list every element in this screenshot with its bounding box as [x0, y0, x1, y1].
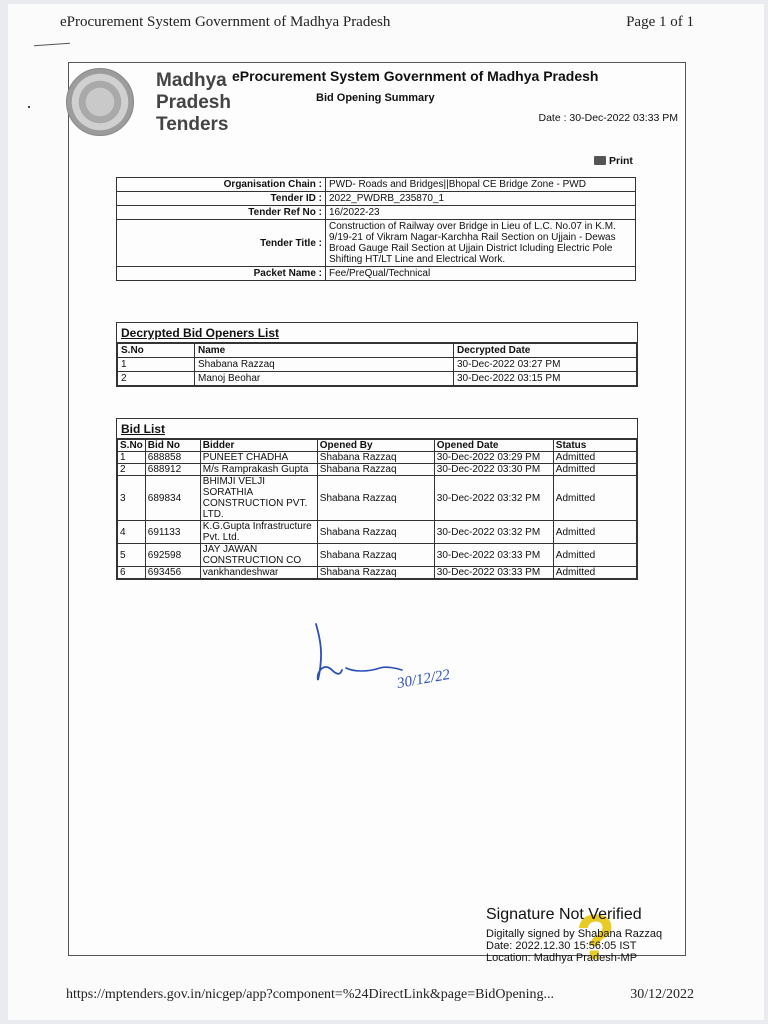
cell: 692598	[145, 544, 200, 567]
cell: Admitted	[553, 521, 636, 544]
cell: 693456	[145, 567, 200, 579]
cell: Shabana Razzaq	[195, 358, 454, 372]
table-row	[118, 544, 637, 567]
signature-status: Signature Not Verified	[486, 906, 642, 923]
detail-label: Tender Title :	[117, 220, 326, 267]
cell: Shabana Razzaq	[317, 452, 434, 464]
column-header: Opened Date	[434, 440, 553, 452]
print-label: Print	[609, 155, 633, 167]
detail-value: PWD- Roads and Bridges||Bhopal CE Bridge Zone - PWD	[326, 178, 636, 192]
detail-label: Tender ID :	[117, 192, 326, 206]
bid-list-table	[117, 439, 637, 579]
table-row	[118, 452, 637, 464]
cell: 2	[118, 464, 146, 476]
cell: 2	[118, 372, 195, 386]
cell: Admitted	[553, 544, 636, 567]
cell: Admitted	[553, 452, 636, 464]
cell: 30-Dec-2022 03:33 PM	[434, 544, 553, 567]
cell: 688858	[145, 452, 200, 464]
cell: JAY JAWAN CONSTRUCTION CO	[200, 544, 317, 567]
cell: Shabana Razzaq	[317, 476, 434, 521]
signature-date: Date: 2022.12.30 15:56:05 IST	[486, 940, 637, 952]
table-row	[118, 521, 637, 544]
cell: 30-Dec-2022 03:30 PM	[434, 464, 553, 476]
brand-line-1: Madhya	[156, 70, 227, 91]
table-row	[118, 372, 637, 386]
cell: 6	[118, 567, 146, 579]
cell: Admitted	[553, 476, 636, 521]
cell: 688912	[145, 464, 200, 476]
cell: 3	[118, 476, 146, 521]
signature-date-note: 30/12/22	[395, 666, 452, 692]
detail-value: Fee/PreQual/Technical	[326, 267, 636, 281]
detail-value: 16/2022-23	[326, 206, 636, 220]
cell: PUNEET CHADHA	[200, 452, 317, 464]
column-header: S.No	[118, 440, 146, 452]
cell: 1	[118, 358, 195, 372]
column-header: Status	[553, 440, 636, 452]
detail-value: 2022_PWDRB_235870_1	[326, 192, 636, 206]
cell: 30-Dec-2022 03:15 PM	[454, 372, 637, 386]
column-header: Name	[195, 344, 454, 358]
column-header: Opened By	[317, 440, 434, 452]
brand-logo-text	[156, 70, 231, 136]
speck	[28, 106, 30, 108]
brand-line-3: Tenders	[156, 114, 229, 135]
site-title: eProcurement System Government of Madhya Pradesh	[232, 68, 599, 84]
detail-row	[117, 267, 636, 281]
cell: 30-Dec-2022 03:33 PM	[434, 567, 553, 579]
detail-row	[117, 206, 636, 220]
detail-row	[117, 220, 636, 267]
detail-value: Construction of Railway over Bridge in Lieu of L.C. No.07 in K.M. 9/19-21 of Vikram Nagar-Karchha Rail Section on Ujjain - Dewas Broad Gauge Rail Section at Ujjain District Icluding Electric Pole Shifting HT/LT Line and Electrical Work.	[326, 220, 636, 267]
signature-location: Location: Madhya Pradesh-MP	[486, 952, 638, 964]
cell: BHIMJI VELJI SORATHIA CONSTRUCTION PVT. LTD.	[200, 476, 317, 521]
browser-print-header	[60, 14, 694, 31]
table-row	[118, 464, 637, 476]
column-header: S.No	[118, 344, 195, 358]
cell: K.G.Gupta Infrastructure Pvt. Ltd.	[200, 521, 317, 544]
cell: 4	[118, 521, 146, 544]
detail-row	[117, 178, 636, 192]
signed-by: Digitally signed by Shabana Razzaq	[486, 928, 663, 940]
detail-label: Packet Name :	[117, 267, 326, 281]
footer-url: https://mptenders.gov.in/nicgep/app?component=%24DirectLink&page=BidOpening...	[66, 987, 555, 1002]
cell: Admitted	[553, 464, 636, 476]
table-header-row	[118, 344, 637, 358]
table-row	[118, 567, 637, 579]
cell: Shabana Razzaq	[317, 544, 434, 567]
print-link[interactable]	[594, 155, 633, 167]
document-date: Date : 30-Dec-2022 03:33 PM	[538, 112, 678, 124]
cell: Shabana Razzaq	[317, 567, 434, 579]
summary-title: Bid Opening Summary	[316, 92, 435, 104]
tender-details-table	[116, 177, 636, 281]
brand-line-2: Pradesh	[156, 92, 231, 113]
cell: M/s Ramprakash Gupta	[200, 464, 317, 476]
column-header: Bid No	[145, 440, 200, 452]
unverified-question-icon: ?	[576, 901, 616, 973]
printer-icon	[594, 156, 606, 165]
cell: 5	[118, 544, 146, 567]
bid-openers-table	[117, 343, 637, 386]
digital-signature-block	[486, 906, 716, 964]
cell: Shabana Razzaq	[317, 521, 434, 544]
cell: Manoj Beohar	[195, 372, 454, 386]
detail-label: Tender Ref No :	[117, 206, 326, 220]
browser-print-footer	[66, 987, 694, 1003]
handwritten-signature	[306, 618, 496, 698]
detail-label: Organisation Chain :	[117, 178, 326, 192]
mp-emblem-seal	[66, 68, 134, 136]
cell: 691133	[145, 521, 200, 544]
table-header-row	[118, 440, 637, 452]
cell: 30-Dec-2022 03:27 PM	[454, 358, 637, 372]
table-row	[118, 358, 637, 372]
cell: 689834	[145, 476, 200, 521]
page-indicator: Page 1 of 1	[626, 14, 694, 30]
table-row	[118, 476, 637, 521]
column-header: Bidder	[200, 440, 317, 452]
cell: 30-Dec-2022 03:32 PM	[434, 521, 553, 544]
detail-row	[117, 192, 636, 206]
cell: 1	[118, 452, 146, 464]
column-header: Decrypted Date	[454, 344, 637, 358]
cell: Admitted	[553, 567, 636, 579]
cell: 30-Dec-2022 03:32 PM	[434, 476, 553, 521]
cell: Shabana Razzaq	[317, 464, 434, 476]
footer-date: 30/12/2022	[630, 987, 694, 1002]
bid-openers-title: Decrypted Bid Openers List	[117, 323, 637, 343]
cell: 30-Dec-2022 03:29 PM	[434, 452, 553, 464]
bid-list-title: Bid List	[117, 419, 637, 439]
print-header-title: eProcurement System Government of Madhya Pradesh	[60, 14, 391, 30]
cell: vankhandeshwar	[200, 567, 317, 579]
bid-openers-section	[116, 322, 638, 387]
bid-list-section	[116, 418, 638, 580]
